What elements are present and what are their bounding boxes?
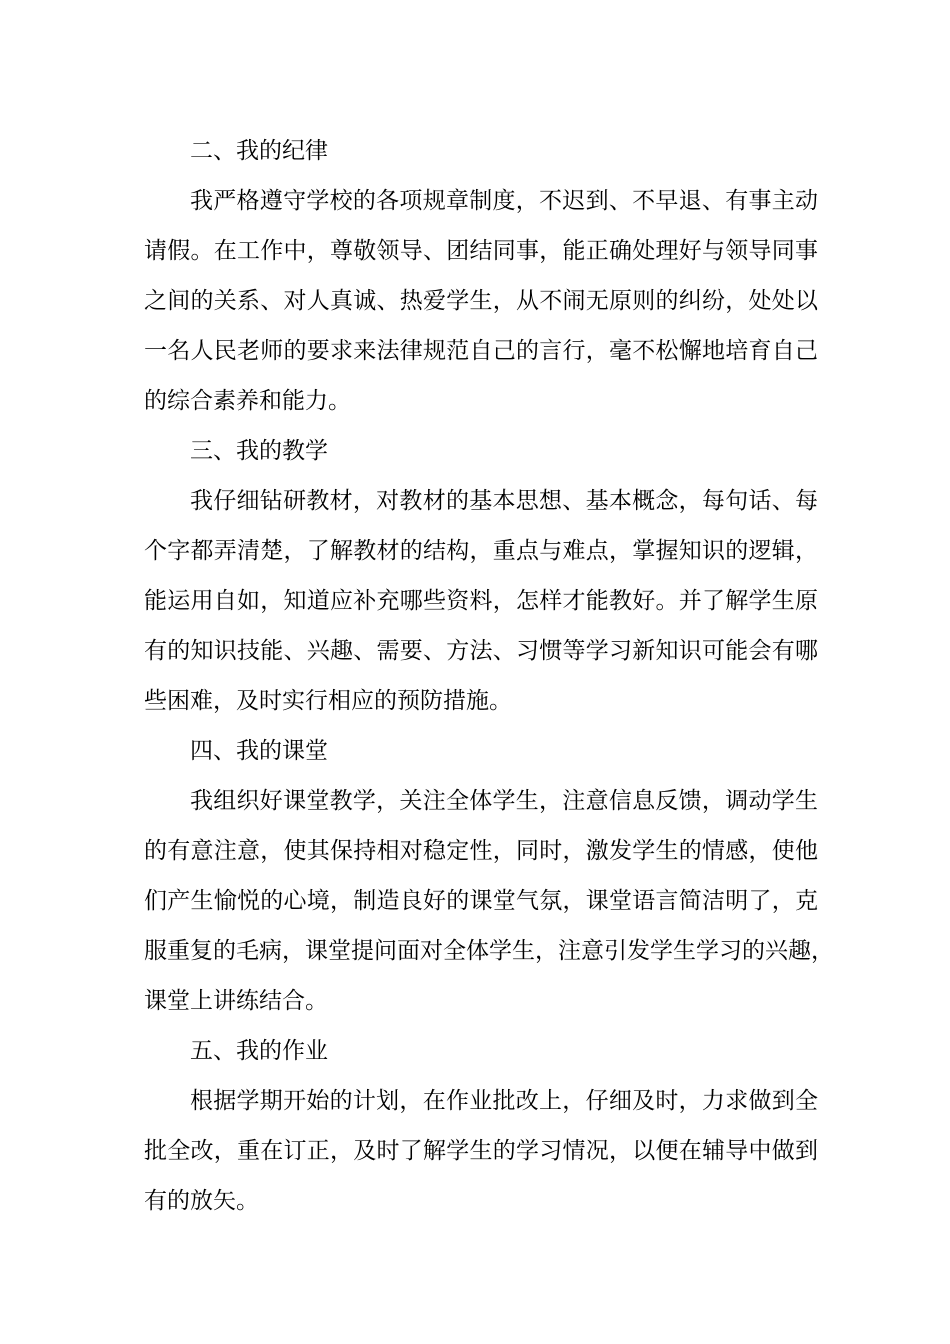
paragraph-line: 些困难，及时实行相应的预防措施。 — [144, 688, 512, 714]
section-paragraph-discipline — [144, 176, 818, 426]
paragraph-line: 能运用自如，知道应补充哪些资料，怎样才能教好。并了解学生原 — [144, 588, 818, 614]
paragraph-line: 我严格遵守学校的各项规章制度，不迟到、不早退、有事主动 — [190, 188, 818, 214]
paragraph-line: 之间的关系、对人真诚、热爱学生，从不闹无原则的纠纷，处处以 — [144, 288, 818, 314]
paragraph-line: 请假。在工作中，尊敬领导、团结同事，能正确处理好与领导同事 — [144, 238, 818, 264]
section-heading-homework: 五、我的作业 — [190, 1038, 328, 1064]
section-paragraph-classroom — [144, 776, 834, 1026]
section-paragraph-homework — [144, 1076, 818, 1226]
paragraph-line: 我组织好课堂教学，关注全体学生，注意信息反馈，调动学生 — [190, 788, 818, 814]
section-heading-teaching: 三、我的教学 — [190, 438, 328, 464]
paragraph-line: 根据学期开始的计划，在作业批改上，仔细及时，力求做到全 — [190, 1088, 818, 1114]
paragraph-line: 课堂上讲练结合。 — [144, 988, 328, 1014]
paragraph-line: 服重复的毛病，课堂提问面对全体学生，注意引发学生学习的兴趣， — [144, 938, 834, 964]
paragraph-line: 批全改，重在订正，及时了解学生的学习情况，以便在辅导中做到 — [144, 1138, 818, 1164]
paragraph-line: 们产生愉悦的心境，制造良好的课堂气氛，课堂语言简洁明了，克 — [144, 888, 818, 914]
paragraph-line: 个字都弄清楚，了解教材的结构，重点与难点，掌握知识的逻辑， — [144, 538, 818, 564]
paragraph-line: 我仔细钻研教材，对教材的基本思想、基本概念，每句话、每 — [190, 488, 818, 514]
document-body — [144, 126, 834, 1226]
paragraph-line: 有的知识技能、兴趣、需要、方法、习惯等学习新知识可能会有哪 — [144, 638, 818, 664]
section-heading-discipline: 二、我的纪律 — [190, 138, 328, 164]
paragraph-line: 的有意注意，使其保持相对稳定性，同时，激发学生的情感，使他 — [144, 838, 818, 864]
paragraph-line: 有的放矢。 — [144, 1188, 259, 1214]
section-paragraph-teaching — [144, 476, 818, 726]
paragraph-line: 一名人民老师的要求来法律规范自己的言行，毫不松懈地培育自己 — [144, 338, 818, 364]
section-heading-classroom: 四、我的课堂 — [190, 738, 328, 764]
paragraph-line: 的综合素养和能力。 — [144, 388, 351, 414]
